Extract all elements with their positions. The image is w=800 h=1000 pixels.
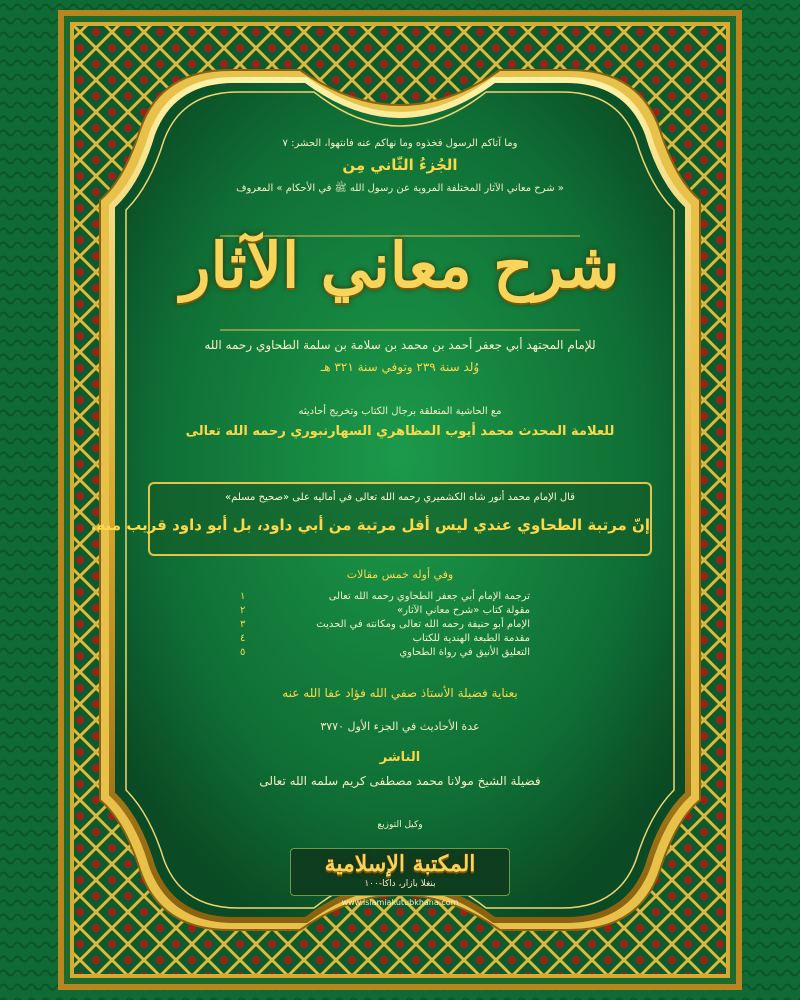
website-url: www.islamiakutubkhana.com bbox=[341, 898, 459, 907]
publisher-address: بنغلا بازار، داكا-١٠٠ bbox=[364, 879, 436, 889]
volume-label: الجُزءُ الثّاني مِن bbox=[342, 156, 458, 174]
list-item: مقدمة الطبعة الهندية للكتاب ٤ bbox=[240, 633, 530, 644]
full-title-line: « شرح معاني الآثار المختلفة المروية عن رسول الله ﷺ في الأحكام » المعروف bbox=[236, 183, 564, 194]
list-item: الإمام أبو حنيفة رحمه الله تعالى ومكانته في الحديث ٣ bbox=[240, 619, 530, 630]
publisher-panel bbox=[290, 848, 510, 896]
publisher-label: الناشر bbox=[379, 750, 421, 765]
notes-intro: مع الحاشية المتعلقة برجال الكتاب وتخريج أحاديثه bbox=[298, 406, 502, 417]
distributor-label: وكيل التوزيع bbox=[377, 820, 423, 830]
articles-heading: وفي أوله خمس مقالات bbox=[346, 568, 454, 581]
list-item: ترجمة الإمام أبي جعفر الطحاوي رحمه الله تعالى ١ bbox=[240, 591, 530, 602]
articles-list bbox=[240, 590, 530, 660]
quote-intro: قال الإمام محمد أنور شاه الكشميري رحمه الله تعالى في أماليه على «صحيح مسلم» bbox=[225, 492, 575, 503]
hadith-count: عدة الأحاديث في الجزء الأول ٣٧٧٠ bbox=[320, 720, 480, 733]
cover-text bbox=[90, 120, 680, 907]
author-line: للإمام المجتهد أبي جعفر أحمد بن محمد بن سلامة بن سلمة الطحاوي رحمه الله bbox=[204, 338, 596, 352]
quote-text: إنّ مرتبة الطحاوي عندي ليس أقل مرتبة من أبي داود، بل أبو داود قريب منه. bbox=[90, 516, 650, 534]
list-item: مقولة كتاب «شرح معاني الآثار» ٢ bbox=[240, 605, 530, 616]
commentator-line: للعلامة المحدث محمد أيوب المظاهري السهارنبوري رحمه الله تعالى bbox=[185, 424, 615, 439]
quote-box bbox=[90, 482, 652, 556]
publisher-name: المكتبة الإسلامية bbox=[324, 851, 476, 877]
publisher-person: فضيلة الشيخ مولانا محمد مصطفى كريم سلمه الله تعالى bbox=[259, 774, 541, 788]
dates-line: وُلد سنة ٢٣٩ وتوفي سنة ٣٢١ هـ bbox=[320, 360, 480, 374]
list-item: التعليق الأنيق في رواة الطحاوي ٥ bbox=[240, 647, 530, 658]
quran-verse-line: وما آتاكم الرسول فخذوه وما نهاكم عنه فانتهوا، الحشر: ٧ bbox=[282, 138, 518, 149]
main-title: شرح معاني الآثار bbox=[180, 229, 620, 302]
care-line: بعناية فضيلة الأستاذ صفي الله فؤاد عفا الله عنه bbox=[282, 686, 518, 700]
